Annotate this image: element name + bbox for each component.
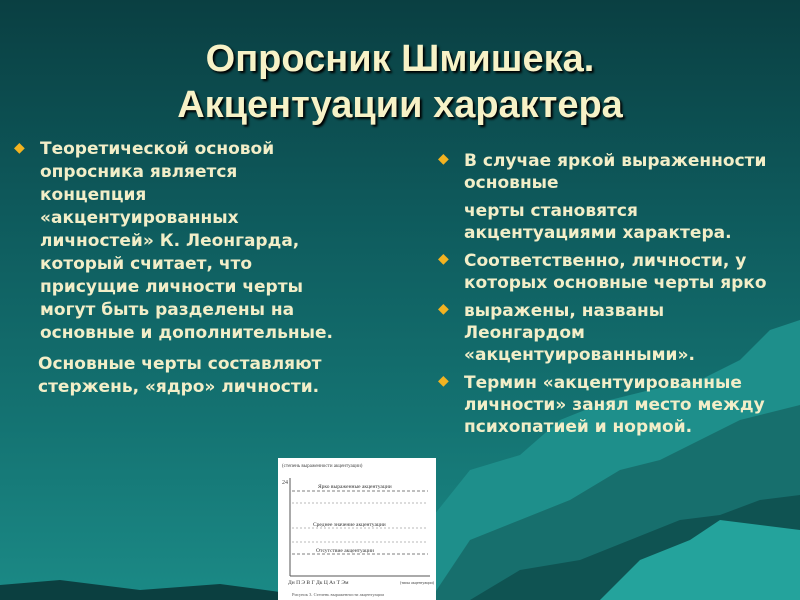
diamond-bullet-icon: ◆ [438, 373, 449, 389]
right-column [438, 150, 788, 444]
bullet-item [438, 372, 788, 438]
bullet-item [438, 250, 788, 294]
left-column [14, 138, 344, 405]
figure-y-title: (степень выраженности акцентуации) [282, 464, 363, 469]
diamond-bullet-icon: ◆ [438, 151, 449, 167]
continuation-text: Основные черты составляют стержень, «ядро» личности. [38, 354, 322, 397]
bullet-item [438, 300, 788, 366]
diamond-bullet-icon: ◆ [438, 301, 449, 317]
continuation-text: черты становятся акцентуациями характера. [464, 201, 732, 243]
bullet-item [14, 138, 344, 345]
bullet-text: Термин «акцентуированные личности» занял место между психопатией и нормой. [464, 373, 765, 437]
figure-scales: Дн П Э В Г Дк Ц Аз Т Эм [288, 580, 349, 586]
figure-band-3: Отсутствие акцентуации [316, 548, 374, 554]
figure-y-max: 24 [282, 480, 288, 486]
bullet-text: В случае яркой выраженности основные [464, 151, 767, 193]
slide-title [0, 36, 800, 128]
diamond-bullet-icon: ◆ [438, 251, 449, 267]
bullet-text: Теоретической основой опросника является концепция «акцентуированных личностей» К. Леонгарда, который считает, что присущие личности черты могут быть разделены на основные и дополнительные. [40, 139, 333, 343]
figure-band-1: Ярко выраженные акцентуации [318, 484, 392, 490]
title-line-1: Опросник Шмишека. [205, 38, 595, 80]
figure-caption: Рисунок 3. Степень выраженности акцентуации [292, 592, 384, 597]
figure-band-2: Среднее значение акцентуации [313, 522, 386, 528]
bullet-text: выражены, названы Леонгардом «акцентуированными». [464, 301, 695, 365]
figure-x-note: (типы акцентуации) [400, 580, 434, 585]
bullet-text: Соответственно, личности, у которых основные черты ярко [464, 251, 767, 293]
figure-graphic [278, 458, 436, 600]
bullet-item [438, 150, 788, 194]
title-line-2: Акцентуации характера [177, 84, 623, 126]
accentuation-figure [278, 458, 436, 600]
diamond-bullet-icon: ◆ [14, 140, 25, 156]
